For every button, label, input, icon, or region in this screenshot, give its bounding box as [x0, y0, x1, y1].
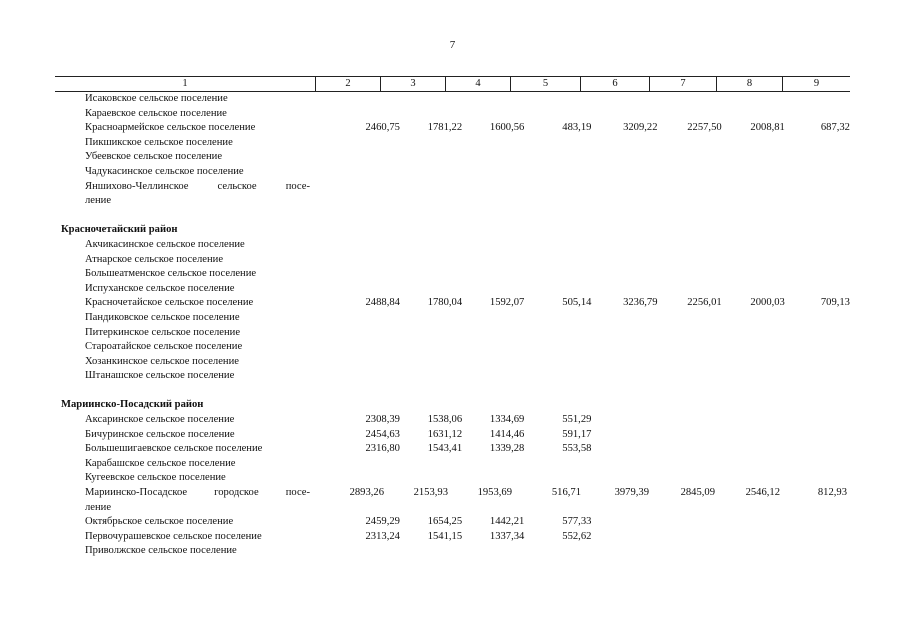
table-row: [55, 238, 850, 253]
settlement-name: Исаковское сельское поселение: [85, 93, 228, 104]
table-row: [55, 413, 850, 428]
value-cell-col-2: 2454,63: [365, 428, 400, 440]
value-cell-col-4: 1337,34: [489, 530, 525, 542]
settlement-name: Пикшикское сельское поселение: [85, 136, 233, 148]
settlement-name: Караевское сельское поселение: [85, 107, 227, 119]
table-row: [55, 92, 850, 107]
value-cell-col-3: 1543,41: [427, 443, 463, 455]
value-cell-col-2: 2460,75: [365, 122, 400, 134]
settlement-name: Штанашское сельское поселение: [85, 370, 235, 382]
value-cell-col-7: 2256,01: [687, 297, 722, 309]
value-cell-col-4: 1414,46: [489, 428, 525, 440]
district-name: Красночетайский район: [61, 224, 178, 236]
table-row: [55, 180, 850, 195]
settlement-name: Кугеевское сельское поселение: [85, 472, 226, 484]
value-cell-col-6: 3209,22: [623, 122, 658, 134]
table-row: [55, 121, 850, 136]
value-cell-col-5: 553,58: [562, 443, 592, 455]
value-cell-col-2: 2488,84: [365, 297, 400, 309]
value-cell-col-9: 709,13: [820, 297, 850, 309]
value-cell-col-6: 3979,39: [614, 487, 649, 499]
table-row: [55, 369, 850, 384]
value-cell-col-9: [785, 413, 850, 428]
value-cell-col-5: 552,62: [562, 530, 592, 542]
value-cell-col-6: 3236,79: [623, 297, 658, 309]
value-cell-col-3: 1654,25: [427, 516, 463, 528]
spacer-row: [55, 384, 850, 399]
value-cell-col-3: 2153,93: [413, 487, 448, 499]
value-cell-col-4: 1334,69: [489, 414, 525, 426]
page-number: 7: [449, 39, 456, 51]
table-row: [55, 150, 850, 165]
value-cell-col-3: 1781,22: [427, 122, 463, 134]
value-cell-col-8: [722, 515, 785, 530]
column-header-4: 4: [445, 77, 510, 91]
table-row: [55, 253, 850, 268]
settlement-name: Питеркинское сельское поселение: [85, 326, 241, 338]
settlement-name: Первочурашевское сельское поселение: [85, 530, 262, 542]
value-cell-col-2: 2893,26: [349, 487, 384, 499]
value-cell-col-7: [658, 530, 722, 545]
column-header-8: 8: [716, 77, 782, 91]
value-cell-col-6: [591, 530, 657, 545]
table-header: [55, 76, 850, 92]
value-cell-col-2: 2459,29: [365, 516, 400, 528]
value-cell-col-4: 1953,69: [477, 487, 512, 499]
table-row: [55, 530, 850, 545]
value-cell-col-4: 1442,21: [489, 516, 525, 528]
value-cell-col-9: [785, 442, 850, 457]
district-heading-row: [55, 223, 850, 238]
settlement-name: Большеатменское сельское поселение: [85, 268, 257, 280]
value-cell-col-2: 2316,80: [365, 443, 400, 455]
table-row: [55, 282, 850, 297]
value-cell-col-8: 2008,81: [750, 122, 785, 134]
table-body: [55, 92, 850, 559]
value-cell-col-8: [722, 413, 785, 428]
table-row: [55, 428, 850, 443]
table-row: [55, 340, 850, 355]
value-cell-col-3: 1780,04: [427, 297, 463, 309]
settlement-name: Мариинско-Посадское городское посе-: [85, 487, 310, 499]
table-row: [55, 311, 850, 326]
column-header-9: 9: [782, 77, 850, 91]
value-cell-col-7: 2257,50: [687, 122, 722, 134]
value-cell-col-6: [591, 442, 657, 457]
value-cell-col-8: [722, 428, 785, 443]
table-row: [55, 165, 850, 180]
value-cell-col-5: 591,17: [562, 428, 592, 440]
spacer-row: [55, 209, 850, 224]
district-heading-row: [55, 398, 850, 413]
value-cell-col-4: 1592,07: [489, 297, 525, 309]
value-cell-col-3: 1631,12: [427, 428, 463, 440]
settlement-name: Аксаринское сельское поселение: [85, 414, 235, 426]
settlement-name: Убеевское сельское поселение: [85, 151, 223, 163]
settlement-name: Карабашское сельское поселение: [85, 457, 236, 469]
value-cell-col-7: [658, 428, 722, 443]
column-header-2: 2: [315, 77, 380, 91]
table-row: [55, 442, 850, 457]
settlement-name: Чадукасинское сельское поселение: [85, 165, 244, 177]
column-header-6: 6: [580, 77, 649, 91]
settlement-name: Хозанкинское сельское поселение: [85, 355, 239, 367]
value-cell-col-8: [722, 530, 785, 545]
value-cell-col-5: 505,14: [562, 297, 592, 309]
column-header-7: 7: [649, 77, 716, 91]
value-cell-col-9: 687,32: [820, 122, 850, 134]
column-header-5: 5: [510, 77, 580, 91]
table-row: [55, 107, 850, 122]
value-cell-col-9: 812,93: [817, 487, 847, 499]
table-row: [55, 296, 850, 311]
value-cell-col-2: 2308,39: [365, 414, 400, 426]
value-cell-col-7: [658, 515, 722, 530]
value-cell-col-5: 483,19: [562, 122, 592, 134]
settlement-name: Красночетайское сельское поселение: [85, 297, 254, 309]
table-row: [55, 136, 850, 151]
table-row: [55, 471, 850, 486]
value-cell-col-5: 551,29: [562, 414, 592, 426]
value-cell-col-4: 1339,28: [489, 443, 525, 455]
settlement-name: Староатайское сельское поселение: [85, 341, 243, 353]
value-cell-col-7: 2845,09: [680, 487, 715, 499]
value-cell-col-3: 1541,15: [427, 530, 463, 542]
table-row: [55, 267, 850, 282]
value-cell-col-7: [658, 413, 722, 428]
settlement-name: Октябрьское сельское поселение: [85, 516, 234, 528]
table-row: [55, 457, 850, 472]
settlement-name: Яншихово-Челлинское сельское посе-: [85, 180, 310, 192]
district-name: Мариинско-Посадский район: [61, 399, 204, 411]
value-cell-col-4: 1600,56: [489, 122, 525, 134]
settlement-name: ление: [85, 195, 112, 207]
value-cell-col-5: 516,71: [551, 487, 581, 499]
value-cell-col-3: 1538,06: [427, 414, 463, 426]
value-cell-col-7: [658, 442, 722, 457]
settlement-name: Большешигаевское сельское поселение: [85, 443, 263, 455]
settlement-name: Красноармейское сельское поселение: [85, 122, 256, 134]
value-cell-col-6: [591, 515, 657, 530]
value-cell-col-9: [785, 515, 850, 530]
value-cell-col-9: [785, 428, 850, 443]
settlement-name: Акчикасинское сельское поселение: [85, 238, 245, 250]
value-cell-col-6: [591, 413, 657, 428]
value-cell-col-8: 2546,12: [745, 487, 780, 499]
settlement-name: Пандиковское сельское поселение: [85, 311, 240, 323]
value-cell-col-6: [591, 428, 657, 443]
table-row: [55, 486, 850, 501]
value-cell-col-5: 577,33: [562, 516, 592, 528]
settlement-name: Бичуринское сельское поселение: [85, 428, 235, 440]
table-row: [55, 501, 850, 516]
settlement-name: Приволжское сельское поселение: [85, 545, 237, 557]
table-row: [55, 326, 850, 341]
settlement-name: Испуханское сельское поселение: [85, 282, 235, 294]
value-cell-col-8: [722, 442, 785, 457]
value-cell-col-8: 2000,03: [750, 297, 785, 309]
table-row: [55, 515, 850, 530]
settlement-name: Атнарское сельское поселение: [85, 253, 224, 265]
value-cell-col-9: [785, 530, 850, 545]
settlement-name: ление: [85, 501, 112, 513]
table-row: [55, 194, 850, 209]
table-row: [55, 544, 850, 559]
value-cell-col-2: 2313,24: [365, 530, 400, 542]
table-row: [55, 355, 850, 370]
column-header-1: 1: [182, 78, 188, 89]
column-header-3: 3: [380, 77, 445, 91]
